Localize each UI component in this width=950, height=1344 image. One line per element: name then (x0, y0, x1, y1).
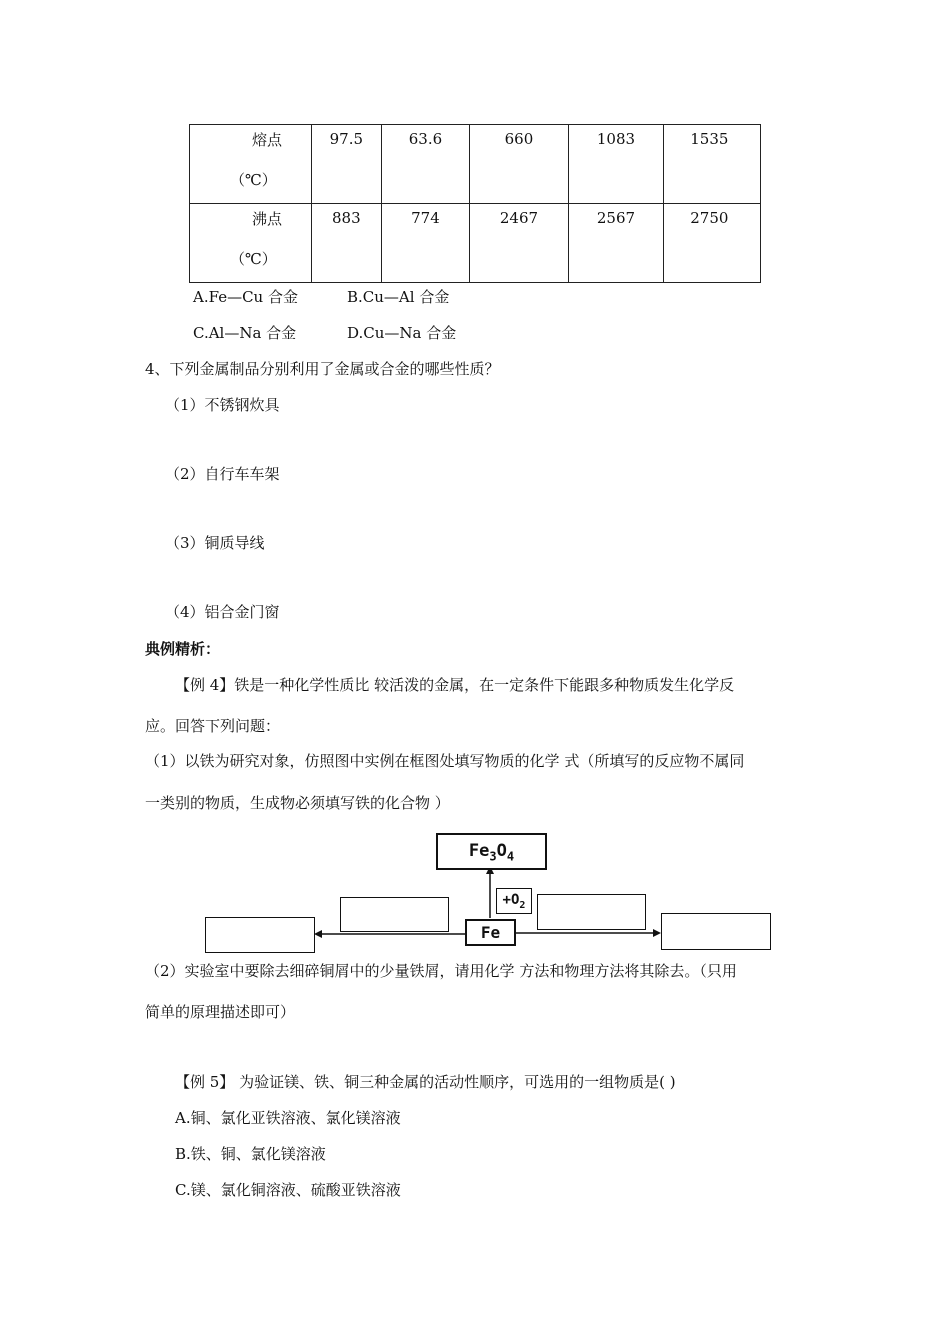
example-4-q1-line2: 一类别的物质，生成物必须填写铁的化合物 ） (145, 794, 450, 812)
example-5-stem: 【例 5】 为验证镁、铁、铜三种金属的活动性顺序，可选用的一组物质是( ) (175, 1073, 676, 1091)
row-label: 沸点 (252, 210, 283, 228)
table-cell: 660 (470, 125, 569, 204)
blank-box-product-right[interactable] (661, 913, 771, 950)
table-cell: 2567 (568, 204, 664, 283)
question-4-stem: 4、下列金属制品分别利用了金属或合金的哪些性质？ (145, 360, 500, 378)
blank-box-reactant-left[interactable] (340, 897, 449, 932)
row-label: 熔点 (252, 131, 283, 149)
table-cell: 63.6 (381, 125, 470, 204)
example-5-option: C.镁、氯化铜溶液、硫酸亚铁溶液 (175, 1181, 401, 1199)
table-cell: 1535 (664, 125, 761, 204)
row-unit: （℃） (230, 250, 277, 268)
example-5-option: B.铁、铜、氯化镁溶液 (175, 1145, 326, 1163)
example-4-line2: 应。回答下列问题： (145, 717, 281, 735)
question-4-item: （4）铝合金门窗 (165, 603, 280, 621)
blank-box-reactant-right[interactable] (537, 894, 646, 930)
table-cell: 2750 (664, 204, 761, 283)
center-box-fe: Fe (465, 919, 516, 946)
example-5-option: A.铜、氯化亚铁溶液、氯化镁溶液 (175, 1109, 401, 1127)
row-unit: （℃） (230, 171, 277, 189)
example-4-q2-line2: 简单的原理描述即可） (145, 1003, 296, 1021)
option-d: D.Cu—Na 合金 (347, 324, 457, 342)
table-cell: 2467 (470, 204, 569, 283)
table-cell: 97.5 (311, 125, 381, 204)
option-b: B.Cu—Al 合金 (347, 288, 450, 306)
table-cell: 774 (381, 204, 470, 283)
table-cell: 1083 (568, 125, 664, 204)
example-4-line1: 【例 4】铁是一种化学性质比 较活泼的金属，在一定条件下能跟多种物质发生化学反 (175, 676, 735, 694)
blank-box-product-left[interactable] (205, 917, 315, 953)
option-c: C.Al—Na 合金 (193, 324, 297, 342)
question-4-item: （3）铜质导线 (165, 534, 265, 552)
reagent-label-o2: $+O_2$ (496, 888, 532, 914)
question-4-item: （1）不锈钢炊具 (165, 396, 280, 414)
option-a: A.Fe—Cu 合金 (193, 288, 298, 306)
table-cell: 883 (311, 204, 381, 283)
example-4-q2-line1: （2）实验室中要除去细碎铜屑中的少量铁屑，请用化学 方法和物理方法将其除去。（只用 (145, 962, 737, 980)
question-4-item: （2）自行车车架 (165, 465, 280, 483)
section-heading: 典例精析： (145, 640, 221, 658)
product-box-fe3o4: $Fe_3O_4$ (436, 833, 547, 870)
example-4-q1-line1: （1）以铁为研究对象，仿照图中实例在框图处填写物质的化学 式（所填写的反应物不属同 (145, 752, 745, 770)
